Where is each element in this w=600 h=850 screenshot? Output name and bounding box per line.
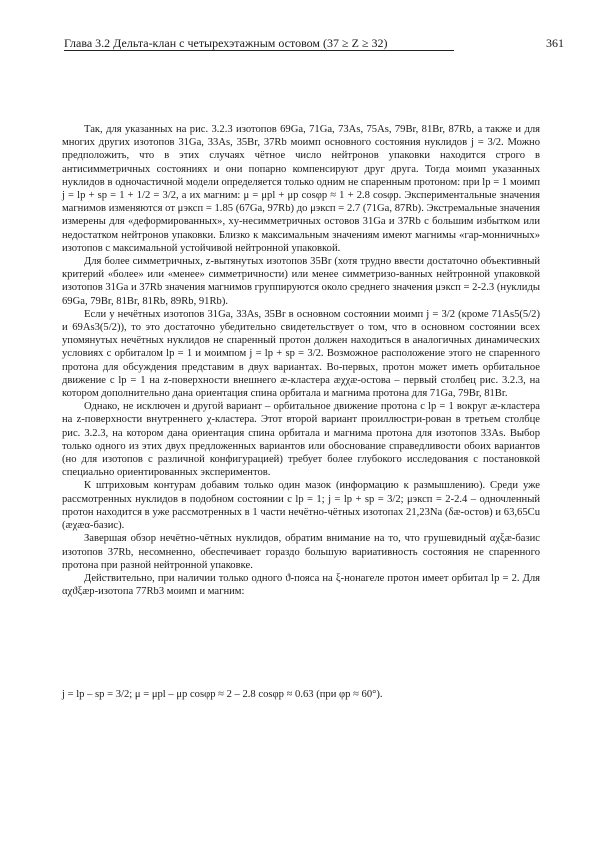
chapter-title: Глава 3.2 Дельта-клан с четырехэтажным остовом (37 ≥ Z ≥ 32) (64, 36, 388, 50)
body-text (62, 123, 540, 598)
paragraph: Если у нечётных изотопов 31Ga, 33As, 35Br в основном состоянии моимп j = 3/2 (кроме 71As5(5/2) и 69As3(5/2)), то это достаточно убедительно свидетельствует о том, что в основном состоянии всех упомянутых нечётных нуклидов не спаренный протон должен находиться в аналогичных динамических условиях с орбиталом lp = 1 и моимпом j = lp + sp = 3/2. Возможное расположение этого не спаренного протона для обсуждения представим в двух вариантах. Во-первых, протон может иметь орбитальное движение с lp = 1 на z-поверхности внешнего æ-кластера æχχæ-остова – первый столбец рис. 3.2.3, на котором дополнительно дана ориентация спина орбитала и магнима протона для 71Ga, 79Br, 81Br. (62, 308, 540, 400)
paragraph: Однако, не исключен и другой вариант – орбитальное движение протона с lp = 1 вокруг æ-кластера на z-поверхности внутреннего χ-кластера. Этот второй вариант проиллюстри-рован в третьем столбце рис. 3.2.3, на котором дана ориентация спина орбитала и магнима протона для изотопов 33As. Выбор только одного из этих двух предложенных вариантов или обоснование справедливости обоих вариантов (но для изотопов с различной конфигурацией) требует более глубокого исследования с постановкой специально ориентированных экспериментов. (62, 401, 540, 479)
paragraph: К штриховым контурам добавим только один мазок (информацию к размышлению). Среди уже рассмотренных нуклидов в подобном состоянии с lp = 1; j = lp + sp = 3/2; μэксп = 2-2.4 – одночленный протон находится в уже рассмотренных в 1 части нечётно-чётных изотопах 21,23Na (δæ-остов) и 63,65Cu (æχæα-базис). (62, 480, 540, 532)
paragraph: Действительно, при наличии только одного ϑ-пояса на ξ-нонагеле протон имеет орбитал lp = 2. Для αχϑξæp-изотопа 77Rb3 моимп и магним: (62, 572, 540, 598)
header-rule (64, 50, 454, 51)
paragraph: Завершая обзор нечётно-чётных нуклидов, обратим внимание на то, что грушевидный αχξæ-базис изотопов 37Rb, несомненно, обеспечивает гораздо большую вариативность состояния не спаренного протона при разной нейтронной упаковке. (62, 533, 540, 571)
paragraph: Так, для указанных на рис. 3.2.3 изотопов 69Ga, 71Ga, 73As, 75As, 79Br, 81Br, 87Rb, а также и для многих других изотопов 31Ga, 33As, 35Br, 37Rb моимп основного состояния нуклидов j = 3/2. Можно предположить, что в этих случаях чётное число нейтронов упаковки находится строго в антисимметричных состояниях и они попарно компенсируют друг друга. Тогда моимп указанных нуклидов в одночастичной модели определяется только одним не спаренным протоном: при lp = 1 моимп j = lp + sp = 1 + 1/2 = 3/2, а их магним: μ = μpl + μp cosφp ≈ 1 + 2.8 cosφp. Экспериментальные значения магнимов изменяются от μэксп = 1.85 (67Ga, 97Rb) до μэксп = 2.7 (71Ga, 87Rb). Экстремальные значения измерены для «деформированных», xy-несимметричных остовов 31Ga и 37Rb с большим избытком или недостатком нейтронов упаковки. Близко к максимальным значениям имеют магнимы «гар-монничных» изотопов с максимальной устойчивой нейтронной упаковкой. (62, 124, 540, 254)
paragraph: Для более симметричных, z-вытянутых изотопов 35Br (хотя трудно ввести достаточно объективный критерий «более» или «менее» симметричности) или менее симметризо-ванных нейтронной упаковкой изотопов 31Ga и 37Rb значения магнимов группируются около среднего значения μэксп = 2-2.3 (нуклиды 69Ga, 79Br, 81Br, 81Rb, 89Rb, 91Rb). (62, 256, 540, 307)
formula-line: j = lp – sp = 3/2; μ = μpl – μp cosφp ≈ 2 – 2.8 cosφp ≈ 0.63 (при φp ≈ 60°). (62, 689, 383, 700)
page-number: 361 (546, 36, 564, 50)
page-header (64, 36, 564, 52)
